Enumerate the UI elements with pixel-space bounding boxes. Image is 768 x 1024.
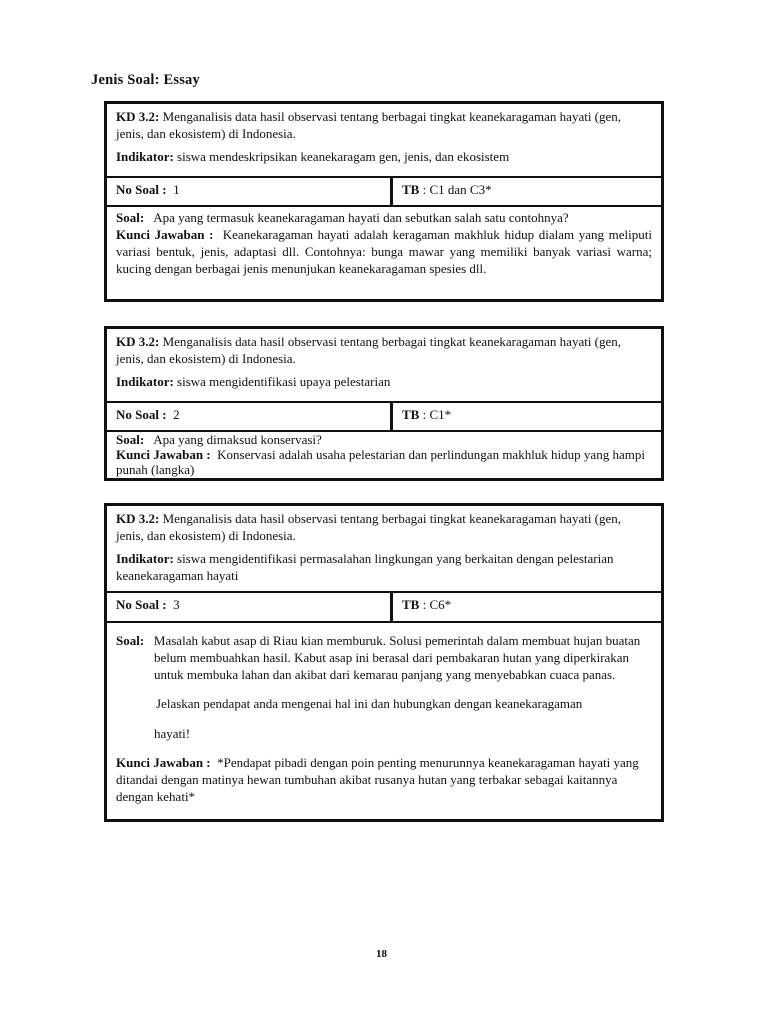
soal-section xyxy=(107,432,661,478)
kunci-text: *Pendapat pibadi dengan poin penting menurunnya keanekaragaman hayati yang ditandai dengan matinya hewan tumbuhan akibat rusanya hutan yang terbakar sebagai kaitannya dengan kehati* xyxy=(116,755,639,804)
question-card-3 xyxy=(104,503,664,822)
tb-value: : C1 dan C3* xyxy=(422,182,492,197)
kd-section xyxy=(107,329,661,403)
tb-label: TB xyxy=(402,407,420,422)
page-heading: Jenis Soal: Essay xyxy=(91,72,200,88)
indikator-label: Indikator: xyxy=(116,551,174,566)
soal-text-3: hayati! xyxy=(154,726,191,741)
meta-row xyxy=(107,178,661,207)
soal-label: Soal: xyxy=(116,210,145,225)
tb-value: : C6* xyxy=(422,597,452,612)
no-soal-value: 1 xyxy=(173,182,180,197)
kd-label: KD 3.2: xyxy=(116,109,160,124)
soal-label: Soal: xyxy=(116,633,145,648)
no-soal-value: 2 xyxy=(173,407,180,422)
tb-label: TB xyxy=(402,597,420,612)
meta-row xyxy=(107,403,661,432)
page-number: 18 xyxy=(376,948,387,960)
no-soal-label: No Soal : xyxy=(116,407,167,422)
kd-text: Menganalisis data hasil observasi tentang berbagai tingkat keanekaragaman hayati (gen, jenis, dan ekosistem) di Indonesia. xyxy=(116,511,622,543)
soal-text: Apa yang termasuk keanekaragaman hayati dan sebutkan salah satu contohnya? xyxy=(153,210,569,225)
meta-row xyxy=(107,593,661,623)
question-card-2 xyxy=(104,326,664,481)
kd-section xyxy=(107,104,661,178)
soal-text-2: Jelaskan pendapat anda mengenai hal ini dan hubungkan dengan keanekaragaman xyxy=(156,696,583,711)
no-soal-label: No Soal : xyxy=(116,597,167,612)
indikator-text: siswa mengidentifikasi upaya pelestarian xyxy=(177,374,391,389)
tb-value: : C1* xyxy=(422,407,452,422)
indikator-text: siswa mendeskripsikan keanekaragam gen, jenis, dan ekosistem xyxy=(177,149,510,164)
soal-text: Apa yang dimaksud konservasi? xyxy=(153,432,322,447)
kd-text: Menganalisis data hasil observasi tentang berbagai tingkat keanekaragaman hayati (gen, jenis, dan ekosistem) di Indonesia. xyxy=(116,334,622,366)
soal-section xyxy=(107,207,661,299)
kunci-text: Keanekaragaman hayati adalah keragaman makhluk hidup dialam yang meliputi variasi bentuk, jenis, adaptasi dll. Contohnya: bunga mawar yang memiliki banyak variasi warna; kucing dengan berbagai jenis menunjukan keanekaragaman spesies dll. xyxy=(116,227,653,276)
kunci-label: Kunci Jawaban : xyxy=(116,447,211,462)
indikator-text: siswa mengidentifikasi permasalahan lingkungan yang berkaitan dengan pelestarian keanekaragaman hayati xyxy=(116,551,614,583)
kunci-label: Kunci Jawaban : xyxy=(116,755,211,770)
kd-label: KD 3.2: xyxy=(116,511,160,526)
no-soal-label: No Soal : xyxy=(116,182,167,197)
tb-label: TB xyxy=(402,182,420,197)
no-soal-value: 3 xyxy=(173,597,180,612)
kd-text: Menganalisis data hasil observasi tentang berbagai tingkat keanekaragaman hayati (gen, jenis, dan ekosistem) di Indonesia. xyxy=(116,109,622,141)
indikator-label: Indikator: xyxy=(116,374,174,389)
kd-label: KD 3.2: xyxy=(116,334,160,349)
soal-text: Masalah kabut asap di Riau kian memburuk. Solusi pemerintah dalam membuat hujan buatan belum membuahkan hasil. Kabut asap ini berasal dari pembakaran hutan yang diperkirakan untuk membuka lahan dan akibat dari kemarau panjang yang menyebabkan cuaca panas. xyxy=(153,633,641,682)
kunci-label: Kunci Jawaban : xyxy=(116,227,214,242)
soal-label: Soal: xyxy=(116,432,145,447)
indikator-label: Indikator: xyxy=(116,149,174,164)
question-card-1 xyxy=(104,101,664,302)
soal-section xyxy=(107,623,661,819)
kd-section xyxy=(107,506,661,593)
kunci-text: Konservasi adalah usaha pelestarian dan perlindungan makhluk hidup yang hampi punah (langka) xyxy=(116,447,645,477)
